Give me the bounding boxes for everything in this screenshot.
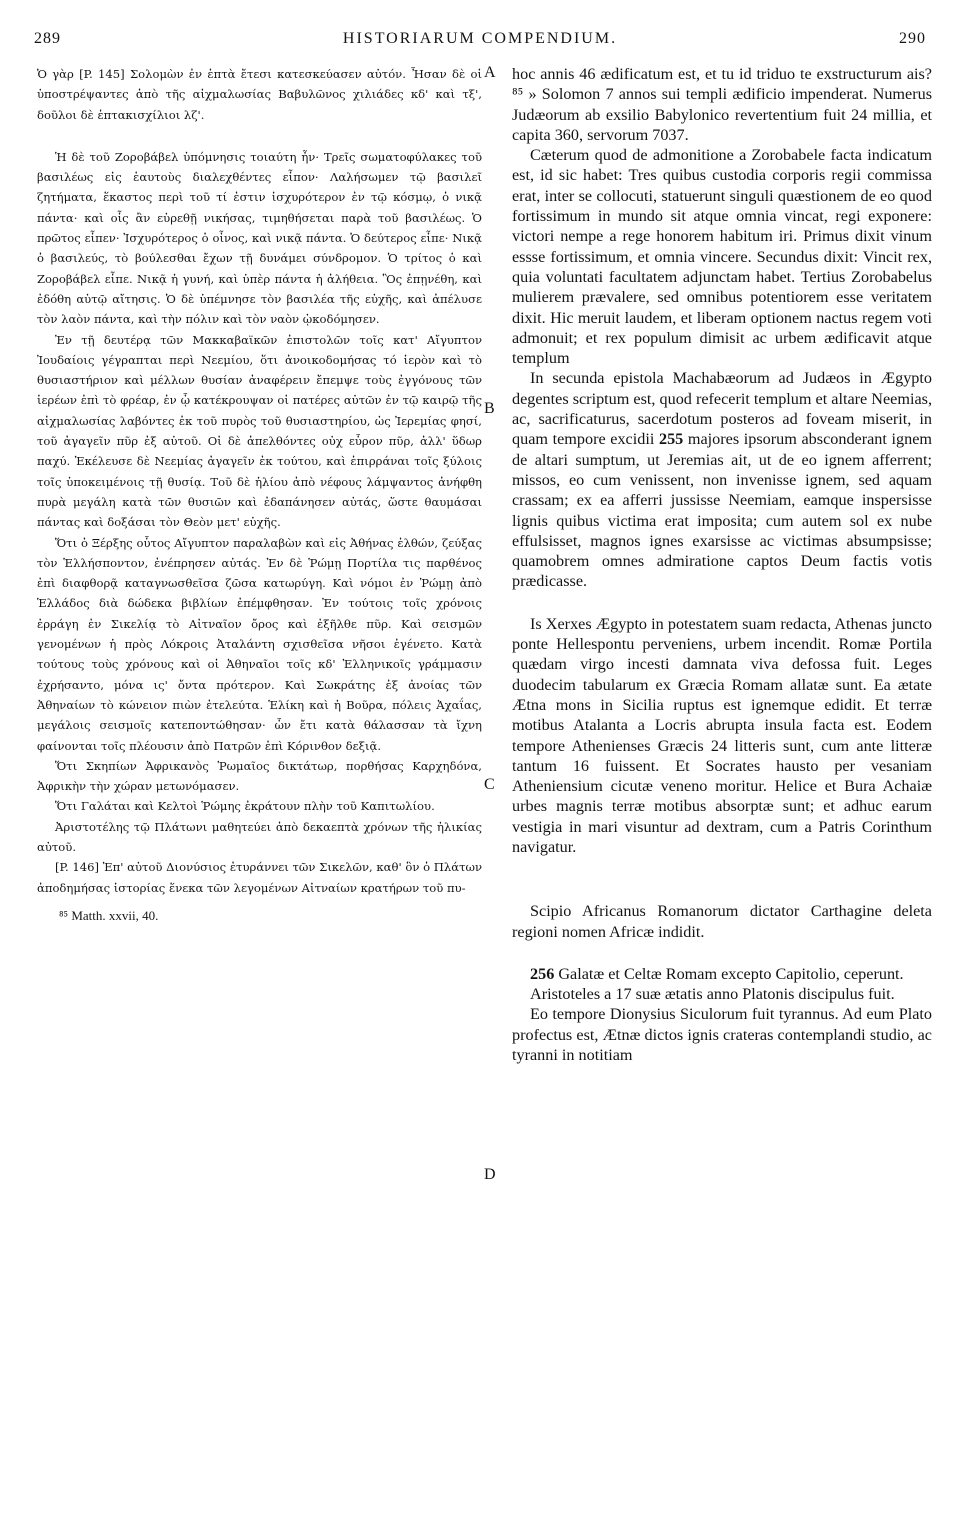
footnote: ⁸⁵ Matth. xxvii, 40. <box>59 907 159 923</box>
greek-paragraph: Ὅτι Σκηπίων Ἀφρικανὸς Ῥωμαῖος δικτάτωρ, πορθήσας Καρχηδόνα, Ἀφρικὴν τὴν χώραν μετωνόμασεν. <box>37 758 482 794</box>
latin-column <box>512 64 932 1065</box>
greek-paragraph: Ἐν τῇ δευτέρᾳ τῶν Μακκαβαϊκῶν ἐπιστολῶν τοῖς κατ' Αἴγυπτον Ἰουδαίοις γέγραπται περὶ Νεεμίου, ὅτι ἀνοικοδομήσας τό ἱερὸν καὶ τὸ θυσιαστήριον καὶ μέλλων θυσίαν ἀναφέρειν ἔπεμψε τοὺς ἐγγόνους τῶν ἱερέων ἐπὶ τὸ φρέαρ, ἐν ᾧ κατέκρουψαν οἱ πατέρες αὐτῶν ἐν τῷ καιρῷ τῆς αἰχμαλωσίας λαβόντες ἐκ τοῦ πυρὸς τοῦ θυσιαστηρίου, ὡς Ἰερεμίας φησί, τοῦ ἀγαγεῖν πῦρ ἐξ αὐτοῦ. Οἱ δὲ ἀπελθόντες οὐχ εὗρον πῦρ, ἀλλ' ὕδωρ παχύ. Ἐκέλευσε δὲ Νεεμίας ἀγαγεῖν ἐκ τούτου, καὶ ἐπιρράναι τοῖς ξύλοις τοῖς ὑποκειμένοις τῇ θυσίᾳ. Τοῦ δὲ ἡλίου ἀπὸ νέφους λάμψαντος ἀνήφθη πυρὰ μεγάλη κατὰ τῶν θυσιῶν καὶ ἐδαπάνησεν αὐτάς, ὥστε θαυμάσαι πάντας καὶ δοξάσαι τὸν Θεὸν μετ' εὐχῆς. <box>37 332 482 530</box>
latin-paragraph: hoc annis 46 ædificatum est, et tu id triduo te exstructurum ais? ⁸⁵ » Solomon 7 annos sui templi ædificio impenderat. Numerus Judæorum ab exsilio Babylonico revertentium fuit 24 millia, et capita 360, servorum 7037. <box>512 65 932 144</box>
section-number: 256 <box>530 964 555 983</box>
latin-paragraph: Is Xerxes Ægypto in potestatem suam redacta, Athenas juncto ponte Hellespontu perveniens, urbem incendit. Romæ Portila quædam virgo incesti damnata viva defossa fuit. Leges duodecim tabularum ex Græcia Romam allatæ sunt. Ea ætate Ætna mons in Sicilia ruptus est ignemque edidit. Et terræ motibus Atalanta a Locris abrupta insula facta est. Eodem tempore Athenienses Græcis 24 litteris sunt, cum ante litteræ tantum 16 fuissent. Et Socrates hausto per vesaniam Atheniensium cicutæ veneno moritur. Helice et Bura Achaiæ urbes magnis terræ motibus absorptæ sunt; et adhuc earum vestigia in mari visuntur ad dextram, cum a Patris Corinthum navigatur. <box>512 614 932 856</box>
greek-column <box>37 64 482 926</box>
margin-marker-a: A <box>484 64 496 81</box>
latin-paragraph <box>512 964 932 984</box>
running-title: HISTORIARUM COMPENDIUM. <box>342 30 618 47</box>
page-header <box>34 30 926 54</box>
latin-paragraph-text: Galatæ et Celtæ Romam excepto Capitolio, ceperunt. <box>554 964 904 983</box>
greek-paragraph: [P. 146] Ἐπ' αὐτοῦ Διονύσιος ἐτυράννει τῶν Σικελῶν, καθ' ὃν ὁ Πλάτων ἀποδημήσας ἱστορίας ἕνεκα τῶν λεγομένων Αἰτναίων κρατήρων τοῦ πυ- <box>37 860 482 895</box>
greek-paragraph: Ἡ δὲ τοῦ Ζοροβάβελ ὑπόμνησις τοιαύτη ἦν· Τρεῖς σωματοφύλακες τοῦ βασιλέως εἰς ἑαυτοὺς διαλεχθέντες εἶπον· Λαλήσωμεν τῷ βασιλεῖ ζητήματα, ἕκαστος περὶ τοῦ τί ἐστιν ἰσχυρότερον ἐν τῷ κόσμῳ, ὁ νικᾷ πάντα· καὶ οἷς ἂν εὑρεθῇ νικήσας, τιμηθήσεται παρὰ τοῦ βασιλέως. Ὁ πρῶτος εἶπεν· Ἰσχυρότερος ὁ οἶνος, καὶ νικᾷ πάντα. Ὁ δεύτερος εἶπε· Νικᾷ ὁ βασιλεύς, τὸ βούλεσθαι ἔχων τῇ δυνάμει σύνδρομον. Ὁ τρίτος ὁ καὶ Ζοροβάβελ εἶπε. Νικᾷ ἡ γυνή, καὶ ὑπὲρ πάντα ἡ ἀλήθεια. Ὃς ἐπῃνέθη, καὶ ἐδόθη αὐτῷ αἴτησις. Ὁ δὲ ὑπέμνησε τὸν βασιλέα τῆς εὐχῆς, καὶ ἀπέλυσε τὸν λαὸν πάντα, καὶ τὴν πόλιν καὶ τὸν ναὸν ᾠκοδόμησεν. <box>37 149 482 327</box>
latin-paragraph-text: majores ipsorum absconderant ignem de altari sumptum, ut Jeremias ait, ut de eo ignem afferrent; missos, eo cum venissent, non invenisse ignem, sed aquam crassam; ex ea afferri jussisse Neemiam, eamque inspersisse lignis quibus victima erat imposita; cum autem sol ex nube effulsisset, magnos ignes exarsisse ac victimas absumpsisse; quamobrem omnes admiratione captos Deum factis votis prædicasse. <box>512 430 932 591</box>
margin-marker-c: C <box>484 776 495 793</box>
greek-paragraph: Ὅτι Γαλάται καὶ Κελτοὶ Ῥώμης ἐκράτουν πλὴν τοῦ Καπιτωλίου. <box>55 799 435 814</box>
latin-paragraph-text: In secunda epistola Machabæorum ad Judæos in Ægypto degentes scriptum est, quod refecerit templum et altare Neemias, ac, sacrificaturus, sacerdotum posteros ad foveam miserit, in quam tempore excidii <box>512 369 932 449</box>
section-number: 255 <box>658 430 684 449</box>
greek-paragraph: Ἀριστοτέλης τῷ Πλάτωνι μαθητεύει ἀπὸ δεκαεπτὰ χρόνων τῆς ἡλικίας αὐτοῦ. <box>37 819 482 854</box>
margin-marker-b: B <box>484 400 495 417</box>
page-number-right: 290 <box>899 30 926 47</box>
page-number-left: 289 <box>34 30 61 47</box>
latin-paragraph: Scipio Africanus Romanorum dictator Carthagine deleta regioni nomen Africæ indidit. <box>512 902 932 941</box>
latin-paragraph: Cæterum quod de admonitione a Zorobabele facta indicatum est, id sic habet: Tres quibus custodia corporis regii commissa erat, inter se collocuti, statuerunt singuli quæstionem de eo quod fortissimum in mundo sit atque omnia vincat, regi exponere: victori nempe a rege honorem habitum iri. Primus dixit vinum essse fortissimum, et omnia vincere. Secundus dixit: Vincit rex, quia voluntati facultatem adjunctam habet. Tertius Zorobabelus mulierem prævalere, sed omnibus potentiorem esse veritatem dixit. Hic meruit laudem, et liberam optionem nactus regem voti admonuit; et rex populum dimisit ac urbem ædificavit atque templum <box>512 146 932 368</box>
greek-paragraph: Ὅτι ὁ Ξέρξης οὗτος Αἴγυπτον παραλαβὼν καὶ εἰς Ἀθήνας ἐλθών, ζεύξας τὸν Ἑλλήσποντον, ἐνέπρησεν αὐτάς. Ἐν δὲ Ῥώμῃ Πορτίλα τις παρθένος ἐπὶ διαφθορᾷ καταγνωσθεῖσα ζῶσα κατωρύγη. Καὶ νόμοι ἐν Ῥώμῃ ἀπὸ Ἑλλάδος διὰ δώδεκα βιβλίων ἐπέμφθησαν. Ἐν τούτοις τοῖς χρόνοις ἐρράγη ἐν Σικελίᾳ τὸ Αἰτναῖον ὄρος καὶ ἐξῆλθε πῦρ. Καὶ σεισμῶν γενομένων ἡ πρὸς Λόκροις Ἀταλάντη σχισθεῖσα νῆσοι ἐγένετο. Κατὰ τούτους τοὺς χρόνους καὶ οἱ Ἀθηναῖοι τοῖς κδ' Ἑλληνικοῖς γράμμασιν ἐχρήσαντο, μόνα ις' ὄντα πρότερον. Καὶ Σωκράτης ἐξ ἀνοίας τῶν Ἀθηναίων τὸ κώνειον πιὼν ἐτελεύτα. Ἑλίκη καὶ ἡ Βοῦρα, πόλεις Ἀχαΐας, μεγάλοις σεισμοῖς κατεποντώθησαν· ὧν ἔτι κατὰ θάλασσαν τὰ ἴχνη φαίνονται τοῖς πλέουσιν ἀπὸ Πατρῶν ἐπὶ Κόρινθον δεξιᾷ. <box>37 535 482 753</box>
latin-paragraph: Eo tempore Dionysius Siculorum fuit tyrannus. Ad eum Plato profectus est, Ætnæ dictos ignis crateras contemplandi studio, ac tyranni in notitiam <box>512 1005 932 1065</box>
greek-paragraph: Ὁ γὰρ [P. 145] Σολομὼν ἐν ἑπτὰ ἔτεσι κατεσκεύασεν αὐτόν. Ἦσαν δὲ οἱ ὑποστρέψαντες ἀπὸ τῆς αἰχμαλωσίας Βαβυλῶνος χιλιάδες κδ' καὶ τξ', δοῦλοι δὲ ἑπτακισχίλιοι λζ'. <box>37 67 482 122</box>
latin-paragraph <box>512 368 932 591</box>
margin-marker-d: D <box>484 1166 496 1183</box>
latin-paragraph: Aristoteles a 17 suæ ætatis anno Platonis discipulus fuit. <box>530 985 895 1004</box>
